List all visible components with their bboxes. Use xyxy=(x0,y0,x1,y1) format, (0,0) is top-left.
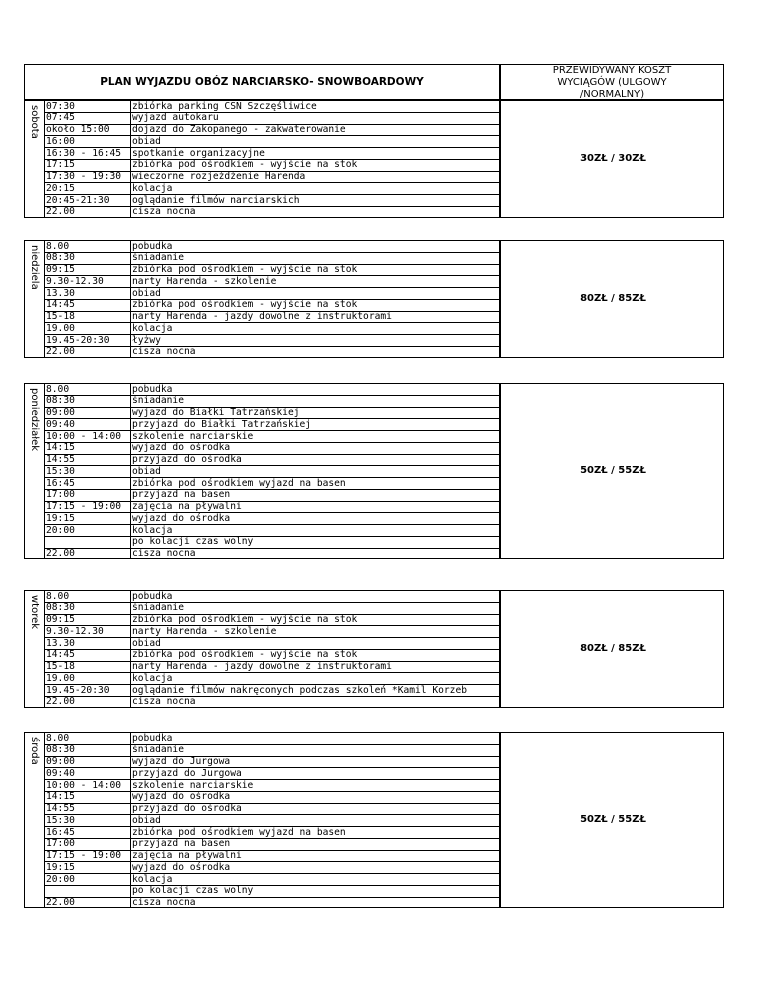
row-activity: cisza nocna xyxy=(132,897,196,908)
row-activity: oglądanie filmów nakręconych podczas szkoleń *Kamil Korzeb xyxy=(132,684,468,696)
row-activity: po kolacji czas wolny xyxy=(132,885,254,897)
row-activity: spotkanie organizacyjne xyxy=(132,147,265,159)
row-activity: przyjazd na basen xyxy=(132,838,231,850)
row-time xyxy=(44,536,130,548)
row-time: 17:15 - 19:00 xyxy=(46,850,122,861)
cost-cell xyxy=(500,383,724,559)
cost-header-line-1: PRZEWIDYWANY KOSZT xyxy=(552,64,672,76)
row-time: 17:15 - 19:00 xyxy=(46,501,122,512)
row-time: 07:30 xyxy=(46,100,75,112)
day-column xyxy=(24,383,44,559)
row-time: 14:15 xyxy=(46,791,75,803)
row-activity: wyjazd do ośrodka xyxy=(132,791,231,803)
day-name: środa xyxy=(29,737,40,765)
row-activity: narty Harenda - szkolenie xyxy=(132,625,277,637)
row-time: 09:00 xyxy=(46,407,75,418)
row-activity: dojazd do Zakopanego - zakwaterowanie xyxy=(132,124,346,135)
cost-cell xyxy=(500,732,724,908)
row-time: 20:00 xyxy=(46,524,75,536)
row-time: 19:15 xyxy=(46,861,75,873)
row-activity: zbiórka pod ośrodkiem - wyjście na stok xyxy=(132,264,358,275)
row-time: 9.30-12.30 xyxy=(46,275,104,287)
row-activity: szkolenie narciarskie xyxy=(132,430,254,442)
row-activity: obiad xyxy=(132,135,161,147)
row-activity: kolacja xyxy=(132,524,173,536)
day-name: poniedziałek xyxy=(29,388,40,452)
row-activity: kolacja xyxy=(132,672,173,684)
row-activity: zbiórka pod ośrodkiem - wyjście na stok xyxy=(132,614,358,625)
row-time: 8.00 xyxy=(46,590,70,602)
row-time: 9.30-12.30 xyxy=(46,625,104,637)
row-activity: zbiórka pod ośrodkiem - wyjście na stok xyxy=(132,649,358,661)
row-activity: pobudka xyxy=(132,732,173,744)
row-activity: cisza nocna xyxy=(132,696,196,708)
day-column xyxy=(24,732,44,908)
row-time: 09:40 xyxy=(46,767,75,779)
row-time: 15-18 xyxy=(46,311,75,322)
row-activity: pobudka xyxy=(132,240,173,252)
row-activity: pobudka xyxy=(132,383,173,395)
row-time: 22.00 xyxy=(46,206,75,218)
row-time: 8.00 xyxy=(46,240,70,252)
row-activity: pobudka xyxy=(132,590,173,602)
row-time: 20:00 xyxy=(46,873,75,885)
row-time: 15:30 xyxy=(46,814,75,826)
row-activity: zbiórka pod ośrodkiem - wyjście na stok xyxy=(132,299,358,311)
row-activity: obiad xyxy=(132,465,161,477)
row-time: 19:15 xyxy=(46,512,75,524)
row-time: 10:00 - 14:00 xyxy=(46,779,122,791)
row-activity: przyjazd do Białki Tatrzańskiej xyxy=(132,418,312,430)
row-activity: cisza nocna xyxy=(132,346,196,358)
row-activity: kolacja xyxy=(132,322,173,334)
row-activity: zbiórka parking CSN Szczęśliwice xyxy=(132,100,317,112)
day-name: niedziela xyxy=(29,245,40,290)
row-activity: obiad xyxy=(132,637,161,649)
schedule-title-box xyxy=(24,64,500,100)
row-time: 14:55 xyxy=(46,803,75,814)
day-name: wtorek xyxy=(29,595,40,630)
row-time: 08:30 xyxy=(46,744,75,756)
row-time: 22.00 xyxy=(46,548,75,559)
row-activity: zbiórka pod ośrodkiem - wyjście na stok xyxy=(132,159,358,171)
row-activity: przyjazd na basen xyxy=(132,489,231,501)
row-time: 09:15 xyxy=(46,614,75,625)
row-activity: szkolenie narciarskie xyxy=(132,779,254,791)
cost-cell xyxy=(500,240,724,358)
cost-value: 80ZŁ / 85ZŁ xyxy=(580,642,646,654)
row-time: 13.30 xyxy=(46,637,75,649)
day-column xyxy=(24,100,44,218)
cost-value: 80ZŁ / 85ZŁ xyxy=(580,292,646,304)
row-time: 15-18 xyxy=(46,661,75,672)
cost-value: 50ZŁ / 55ZŁ xyxy=(580,465,646,477)
row-time: około 15:00 xyxy=(46,124,110,135)
row-activity: cisza nocna xyxy=(132,548,196,559)
row-activity: zajęcia na pływalni xyxy=(132,850,242,861)
row-activity: zbiórka pod ośrodkiem wyjazd na basen xyxy=(132,477,346,489)
row-time: 09:00 xyxy=(46,756,75,767)
cost-value: 50ZŁ / 55ZŁ xyxy=(580,814,646,826)
row-activity: cisza nocna xyxy=(132,206,196,218)
day-column xyxy=(24,240,44,358)
row-time xyxy=(44,885,130,897)
row-activity: zbiórka pod ośrodkiem wyjazd na basen xyxy=(132,826,346,838)
row-activity: śniadanie xyxy=(132,602,184,614)
row-time: 8.00 xyxy=(46,732,70,744)
cost-value: 30ZŁ / 30ZŁ xyxy=(580,152,646,164)
row-activity: narty Harenda - jazdy dowolne z instruktorami xyxy=(132,311,392,322)
row-time: 20:45-21:30 xyxy=(46,194,110,206)
row-time: 22.00 xyxy=(46,897,75,908)
row-time: 16:45 xyxy=(46,826,75,838)
row-time: 19.45-20:30 xyxy=(46,684,110,696)
row-activity: obiad xyxy=(132,814,161,826)
row-time: 20:15 xyxy=(46,182,75,194)
row-activity: śniadanie xyxy=(132,252,184,264)
day-name: sobota xyxy=(29,105,40,139)
row-time: 14:45 xyxy=(46,649,75,661)
row-activity: wyjazd do Białki Tatrzańskiej xyxy=(132,407,300,418)
row-activity: wyjazd do ośrodka xyxy=(132,512,231,524)
row-activity: kolacja xyxy=(132,873,173,885)
schedule-title: PLAN WYJAZDU OBÓZ NARCIARSKO- SNOWBOARDOWY xyxy=(100,76,424,88)
day-column xyxy=(24,590,44,708)
cost-header xyxy=(500,64,724,100)
row-activity: przyjazd do Jurgowa xyxy=(132,767,242,779)
row-activity: łyżwy xyxy=(132,334,161,346)
row-activity: wyjazd autokaru xyxy=(132,112,219,124)
row-activity: śniadanie xyxy=(132,395,184,407)
row-time: 8.00 xyxy=(46,383,70,395)
row-activity: narty Harenda - szkolenie xyxy=(132,275,277,287)
row-activity: przyjazd do ośrodka xyxy=(132,803,242,814)
row-time: 09:15 xyxy=(46,264,75,275)
row-time: 08:30 xyxy=(46,395,75,407)
row-time: 17:00 xyxy=(46,838,75,850)
row-time: 17:30 - 19:30 xyxy=(46,171,122,182)
row-time: 14:55 xyxy=(46,454,75,465)
cost-header-line-2: WYCIĄGÓW (ULGOWY xyxy=(557,76,667,88)
row-activity: wyjazd do ośrodka xyxy=(132,442,231,454)
row-activity: przyjazd do ośrodka xyxy=(132,454,242,465)
row-time: 15:30 xyxy=(46,465,75,477)
row-time: 16:45 xyxy=(46,477,75,489)
row-time: 16:00 xyxy=(46,135,75,147)
row-activity: wyjazd do ośrodka xyxy=(132,861,231,873)
row-time: 08:30 xyxy=(46,252,75,264)
cost-cell xyxy=(500,100,724,218)
row-time: 17:00 xyxy=(46,489,75,501)
row-time: 16:30 - 16:45 xyxy=(46,147,122,159)
row-time: 07:45 xyxy=(46,112,75,124)
row-time: 14:45 xyxy=(46,299,75,311)
row-time: 22.00 xyxy=(46,696,75,708)
row-activity: zajęcia na pływalni xyxy=(132,501,242,512)
row-time: 09:40 xyxy=(46,418,75,430)
row-activity: narty Harenda - jazdy dowolne z instruktorami xyxy=(132,661,392,672)
row-time: 17:15 xyxy=(46,159,75,171)
cost-cell xyxy=(500,590,724,708)
row-time: 08:30 xyxy=(46,602,75,614)
row-time: 19.45-20:30 xyxy=(46,334,110,346)
row-activity: śniadanie xyxy=(132,744,184,756)
row-time: 10:00 - 14:00 xyxy=(46,430,122,442)
row-activity: wyjazd do Jurgowa xyxy=(132,756,231,767)
row-time: 13.30 xyxy=(46,287,75,299)
row-activity: oglądanie filmów narciarskich xyxy=(132,194,300,206)
row-time: 14:15 xyxy=(46,442,75,454)
row-activity: po kolacji czas wolny xyxy=(132,536,254,548)
cost-header-line-3: /NORMALNY) xyxy=(579,88,645,100)
row-time: 19.00 xyxy=(46,672,75,684)
row-activity: obiad xyxy=(132,287,161,299)
row-time: 19.00 xyxy=(46,322,75,334)
row-activity: kolacja xyxy=(132,182,173,194)
row-activity: wieczorne rozjeżdżenie Harenda xyxy=(132,171,306,182)
row-time: 22.00 xyxy=(46,346,75,358)
